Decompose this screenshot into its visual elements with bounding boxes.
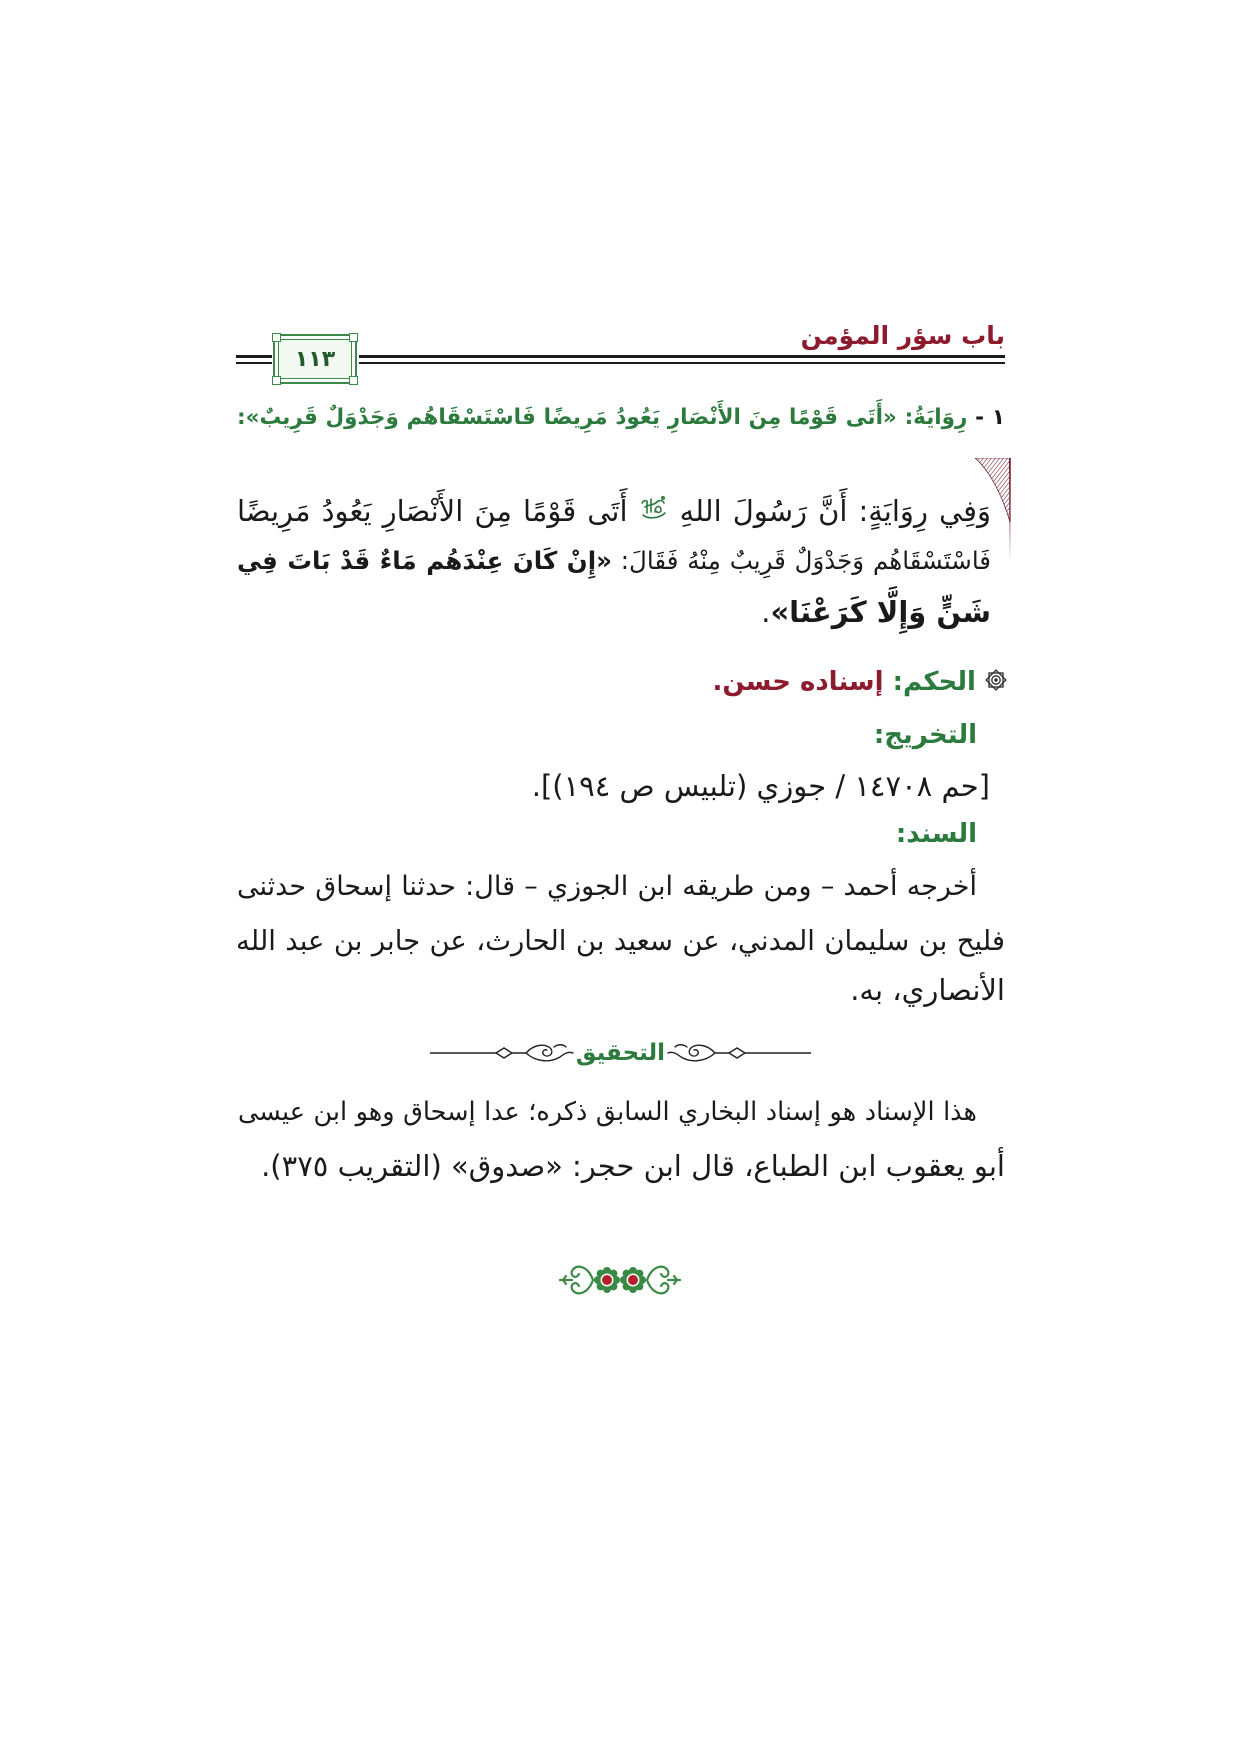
sanad-text-line: الأنصاري، به. — [850, 973, 1005, 1007]
tahqiq-text-line: أبو يعقوب ابن الطباع، قال ابن حجر: «صدوق» (التقريب ٣٧٥). — [261, 1149, 1005, 1183]
ruling-label: الحكم: — [892, 667, 976, 697]
variant-quote-line — [237, 536, 991, 586]
frame-corner-ornament — [349, 333, 358, 342]
narration-quote: «أَتَى قَوْمًا مِنَ الأَنْصَارِ يَعُودُ مَرِيضًا فَاسْتَسْقَاهُم وَجَدْوَلٌ قَرِيبٌ»: — [237, 405, 897, 430]
narration-label: رِوَايَةُ: — [904, 405, 968, 430]
floral-end-ornament-icon — [558, 1256, 682, 1304]
header-rule-left-thick — [236, 355, 272, 358]
sanad-text-line: فليح بن سليمان المدني، عن سعيد بن الحارث، عن جابر بن عبد الله — [236, 925, 1005, 957]
ruling-line — [237, 658, 1007, 707]
sanad-heading: السند: — [895, 819, 977, 849]
variant-quote-text: فَاسْتَسْقَاهُم وَجَدْوَلٌ قَرِيبٌ مِنْهُ فَقَالَ: — [620, 546, 992, 575]
sanad-text-line: أخرجه أحمد – ومن طريقه ابن الجوزي – قال: حدثنا إسحاق حدثنى — [237, 871, 977, 902]
variant-quote-text: . — [761, 595, 771, 629]
rub-el-hizb-icon — [985, 659, 1007, 707]
takhrij-reference: [حم ١٤٧٠٨ / جوزي (تلبيس ص ١٩٤)]. — [531, 769, 990, 803]
frame-corner-ornament — [349, 376, 358, 385]
header-rule-right-thick — [359, 355, 1005, 358]
prophetic-saying: شَنٍّ وَإِلَّا كَرَعْنَا» — [770, 595, 991, 629]
sallallahu-alayhi-wasallam-icon — [639, 488, 669, 538]
variant-quote-line — [237, 486, 991, 538]
frame-corner-ornament — [272, 333, 281, 342]
page-number-frame — [273, 334, 357, 384]
ruling-value: إسناده حسن. — [712, 667, 884, 697]
tahqiq-heading: التحقيق — [575, 1040, 666, 1066]
tahqiq-text-line: هذا الإسناد هو إسناد البخاري السابق ذكره؛ عدا إسحاق وهو ابن عيسى — [238, 1097, 977, 1127]
frame-corner-ornament — [272, 376, 281, 385]
chapter-title: باب سؤر المؤمن — [800, 321, 1005, 350]
variant-quote-text: أَتَى قَوْمًا مِنَ الأَنْصَارِ يَعُودُ مَرِيضًا — [237, 494, 628, 528]
header-rule-right-thin — [359, 362, 1005, 364]
tahqiq-divider — [430, 1035, 811, 1071]
variant-quote-text: وَفِي رِوَايَةٍ: أَنَّ رَسُولَ اللهِ — [679, 494, 992, 528]
takhrij-heading: التخريج: — [873, 720, 977, 750]
prophetic-saying: «إِنْ كَانَ عِنْدَهُم مَاءٌ قَدْ بَاتَ فِي — [237, 546, 612, 575]
variant-quote-line — [237, 587, 991, 637]
header-rule-left-thin — [236, 362, 272, 364]
narration-heading — [237, 394, 1005, 442]
narration-number: ١ - — [975, 405, 1005, 430]
page-number-inner-frame — [278, 339, 352, 379]
page-number: ١١٣ — [294, 346, 336, 372]
